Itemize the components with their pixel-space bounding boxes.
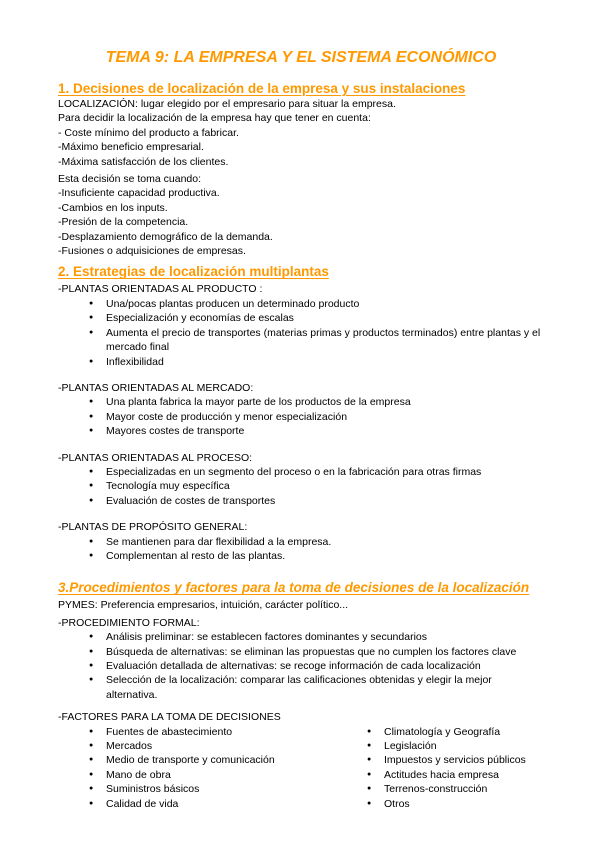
- list-item: ● Mano de obra: [106, 768, 356, 782]
- localizacion-definition: LOCALIZACIÓN: lugar elegido por el empresario para situar la empresa.: [58, 98, 396, 110]
- group-label-proceso: -PLANTAS ORIENTADAS AL PROCESO:: [58, 451, 253, 464]
- criteria-item: - Coste mínimo del producto a fabricar.: [58, 126, 239, 139]
- document-title: TEMA 9: LA EMPRESA Y EL SISTEMA ECONÓMICO: [105, 49, 497, 66]
- list-item: ● Se mantienen para dar flexibilidad a la empresa.: [106, 535, 544, 549]
- list-item: ● Otros: [384, 797, 526, 811]
- list-item: ● Mercados: [106, 739, 356, 753]
- factors-right-list: [356, 725, 526, 811]
- list-item: ● Selección de la localización: comparar las calificaciones obtenidas y elegir la mejor alternativa.: [106, 673, 544, 702]
- section-2-heading: 2. Estrategias de localización multiplantas: [58, 264, 329, 280]
- list-item: ● Calidad de vida: [106, 797, 356, 811]
- factors-label: -FACTORES PARA LA TOMA DE DECISIONES: [58, 711, 281, 724]
- group-label-general: -PLANTAS DE PROPÓSITO GENERAL:: [58, 521, 248, 534]
- decision-case: -Desplazamiento demográfico de la demanda.: [58, 230, 273, 243]
- group-list-proceso: [58, 465, 544, 508]
- list-item: ● Complementan al resto de las plantas.: [106, 549, 544, 563]
- list-item: ● Suministros básicos: [106, 782, 356, 796]
- list-item: ● Especialización y economías de escalas: [106, 311, 544, 325]
- criteria-item: -Máximo beneficio empresarial.: [58, 141, 204, 154]
- list-item: ● Aumenta el precio de transportes (materias primas y productos terminados) entre plantas y el mercado final: [106, 326, 544, 355]
- section-3-heading: 3.Procedimientos y factores para la toma de decisiones de la localización: [58, 580, 530, 596]
- list-item: ● Terrenos-construcción: [384, 782, 526, 796]
- group-list-mercado: [58, 395, 544, 438]
- criteria-intro: Para decidir la localización de la empresa hay que tener en cuenta:: [58, 112, 371, 125]
- formal-procedure-label: -PROCEDIMIENTO FORMAL:: [58, 616, 200, 629]
- factors-left-list: [58, 725, 356, 811]
- section-1-heading: 1. Decisiones de localización de la empresa y sus instalaciones: [58, 81, 466, 96]
- decision-case: -Fusiones o adquisiciones de empresas.: [58, 245, 246, 258]
- list-item: ● Medio de transporte y comunicación: [106, 753, 356, 767]
- list-item: ● Evaluación de costes de transportes: [106, 494, 544, 508]
- list-item: ● Búsqueda de alternativas: se eliminan las propuestas que no cumplen los factores clave: [106, 645, 544, 659]
- decision-case: -Insuficiente capacidad productiva.: [58, 187, 220, 200]
- group-label-mercado: -PLANTAS ORIENTADAS AL MERCADO:: [58, 381, 254, 394]
- list-item: ● Impuestos y servicios públicos: [384, 753, 526, 767]
- list-item: ● Legislación: [384, 739, 526, 753]
- list-item: ● Análisis preliminar: se establecen factores dominantes y secundarios: [106, 630, 544, 644]
- list-item: ● Mayores costes de transporte: [106, 424, 544, 438]
- list-item: ● Actitudes hacia empresa: [384, 768, 526, 782]
- group-label-producto: -PLANTAS ORIENTADAS AL PRODUCTO :: [58, 283, 263, 296]
- formal-procedure-list: [58, 630, 544, 702]
- criteria-item: -Máxima satisfacción de los clientes.: [58, 155, 229, 168]
- group-list-producto: [58, 297, 544, 369]
- list-item: ● Inflexibilidad: [106, 355, 544, 369]
- list-item: ● Evaluación detallada de alternativas: se recoge información de cada localización: [106, 659, 544, 673]
- decision-case: -Cambios en los inputs.: [58, 201, 168, 214]
- list-item: ● Fuentes de abastecimiento: [106, 725, 356, 739]
- decision-case: -Presión de la competencia.: [58, 216, 189, 229]
- factors-columns: [58, 725, 544, 811]
- list-item: ● Especializadas en un segmento del proceso o en la fabricación para otras firmas: [106, 465, 544, 479]
- list-item: ● Mayor coste de producción y menor especialización: [106, 410, 544, 424]
- list-item: ● Una planta fabrica la mayor parte de los productos de la empresa: [106, 395, 544, 409]
- group-list-general: [58, 535, 544, 564]
- list-item: ● Una/pocas plantas producen un determinado producto: [106, 297, 544, 311]
- decision-when-intro: Esta decisión se toma cuando:: [58, 173, 202, 186]
- list-item: ● Tecnología muy específica: [106, 479, 544, 493]
- list-item: ● Climatología y Geografía: [384, 725, 526, 739]
- pymes-note: PYMES: Preferencia empresarios, intuición, carácter político...: [58, 599, 349, 612]
